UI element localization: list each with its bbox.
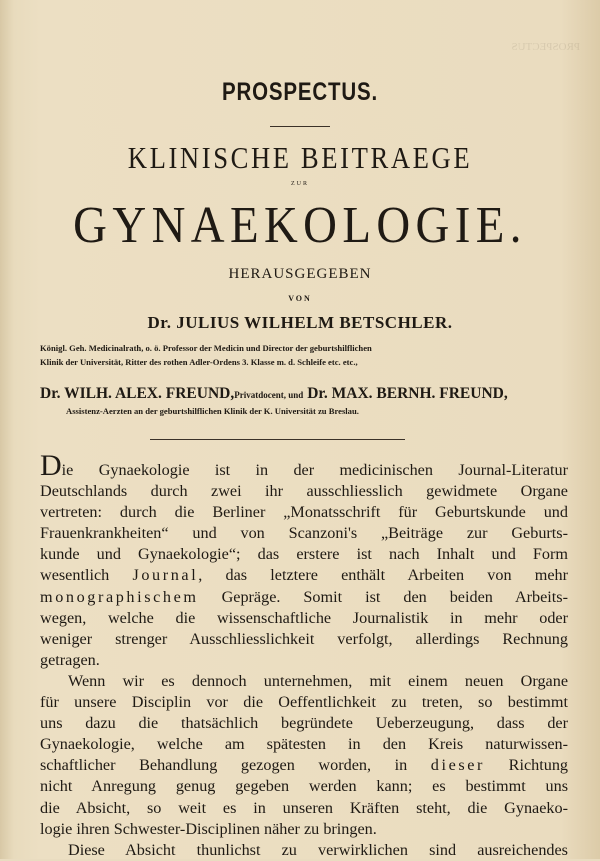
author-1-credentials-line-1: Königl. Geh. Medicinalrath, o. ö. Professor der Medicin und Director der geburtshilflichen xyxy=(40,343,372,353)
text-line: kunde und Gynaekologie“; das erstere ist nach Inhalt und Form xyxy=(40,545,568,564)
text-line: logie ihren Schwester-Disciplinen näher zu bringen. xyxy=(40,819,377,838)
author-3-name: Dr. MAX. BERNH. FREUND, xyxy=(307,385,508,402)
text-line: die Absicht, so weit es in unseren Kräften steht, die Gynaeko- xyxy=(40,798,568,817)
authors-credentials: Assistenz-Aerzten an der geburtshilflichen Klinik der K. Universität zu Breslau. xyxy=(66,406,359,416)
text-line: Gynaekologie, welche am spätesten in den Kreis naturwissen- xyxy=(40,735,568,754)
text-line: Wenn wir es dennoch unternehmen, mit einem neuen Organe xyxy=(68,671,568,690)
text-line: für unsere Disciplin vor die Oeffentlichkeit zu treten, so bestimmt xyxy=(40,693,568,712)
von-label: VON xyxy=(288,294,312,303)
text-line: getragen. xyxy=(40,650,100,669)
text-line: nicht Anregung genug gegeben werden kann; es bestimmt uns xyxy=(40,777,568,796)
text-line: Deutschlands durch zwei ihr ausschliesslich gewidmete Organe xyxy=(40,482,568,501)
author-1-name: Dr. JULIUS WILHELM BETSCHLER. xyxy=(147,313,453,332)
title-line-1: KLINISCHE BEITRAEGE xyxy=(127,140,473,175)
title-connector: ZUR xyxy=(291,181,309,187)
drop-cap: D xyxy=(40,449,62,482)
editors-label: HERAUSGEGEBEN xyxy=(228,266,372,282)
text-line: Diese Absicht thunlichst zu verwirklichen sind ausreichendes xyxy=(68,840,568,859)
text-line: vertreten: durch die Berliner „Monatsschrift für Geburtskunde und xyxy=(40,503,568,522)
title-line-2: GYNAEKOLOGIE. xyxy=(73,197,527,254)
author-2-role: Privatdocent, und xyxy=(234,390,304,400)
text-line: wesentlich Journal, das letztere enthält Arbeiten von mehr xyxy=(40,566,569,585)
text-line: uns dazu die thatsächlich begründete Ueberzeugung, dass der xyxy=(40,714,568,733)
authors-2-3-line xyxy=(40,385,568,403)
text-line: schaftlicher Behandlung gezogen worden, in dieser Richtung xyxy=(40,756,569,775)
text-line: Die Gynaekologie ist in der medicinischen Journal-Literatur xyxy=(40,449,568,482)
text-line: monographischem Gepräge. Somit ist den beiden Arbeits- xyxy=(40,587,568,606)
title-divider xyxy=(270,126,330,127)
emphasis: Journal xyxy=(132,566,199,585)
section-divider xyxy=(150,439,405,440)
emphasis: monographischem xyxy=(40,587,199,606)
body-text xyxy=(40,449,569,861)
text-line: wegen, welche die wissenschaftliche Journalistik in mehr oder xyxy=(40,608,568,627)
bleed-through-text: PROSPECTUS xyxy=(511,41,580,53)
text-line: Frauenkrankheiten“ und von Scanzoni's „Beiträge zur Geburts- xyxy=(40,524,568,543)
author-2-name: Dr. WILH. ALEX. FREUND, xyxy=(40,385,235,402)
prospectus-heading: PROSPECTUS. xyxy=(222,78,378,106)
text-line: weniger strenger Ausschliesslichkeit verfolgt, allerdings Rechnung xyxy=(40,629,568,648)
emphasis: dieser xyxy=(430,756,486,775)
author-1-credentials-line-2: Klinik der Universität, Ritter des rothen Adler-Ordens 3. Klasse m. d. Schleife etc. etc., xyxy=(40,357,358,367)
